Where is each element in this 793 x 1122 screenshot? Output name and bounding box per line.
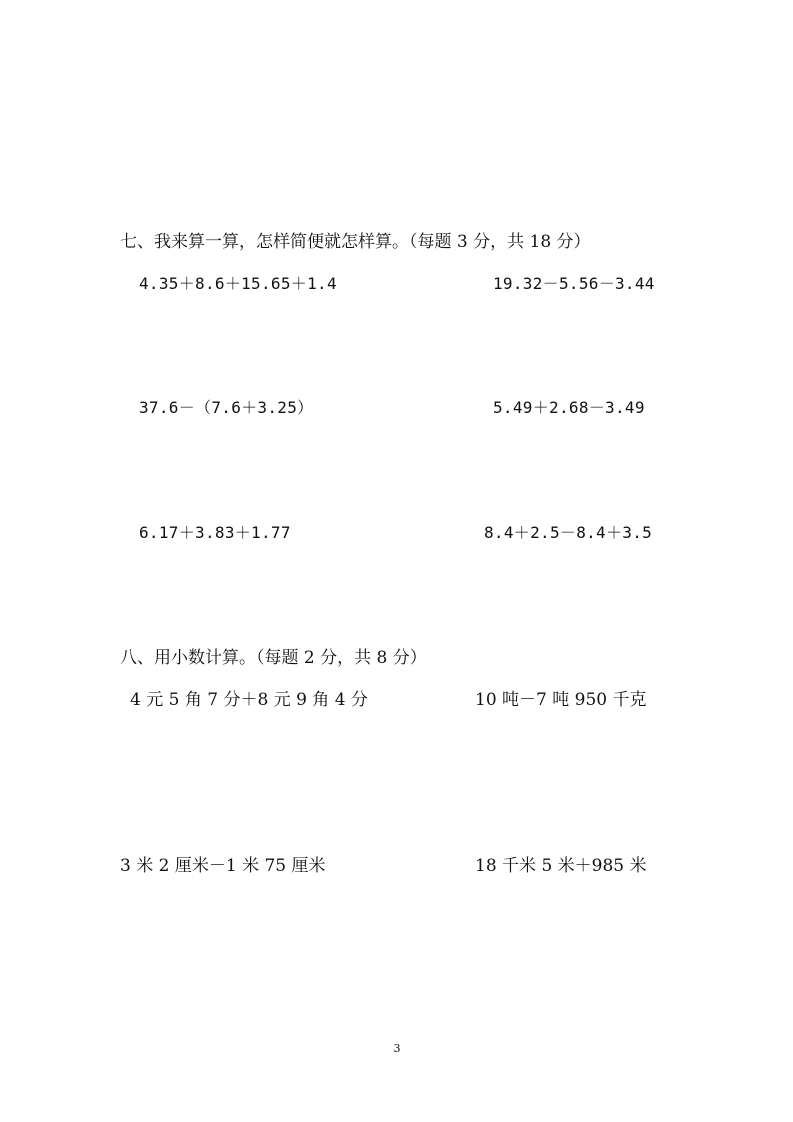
- page-number: 3: [393, 1042, 401, 1055]
- section7-problem-2: 19.32－5.56－3.44: [493, 274, 655, 293]
- section7-problem-4: 5.49＋2.68－3.49: [493, 398, 645, 417]
- section7-problem-3: 37.6－（7.6＋3.25）: [139, 398, 314, 417]
- section7-problem-5: 6.17＋3.83＋1.77: [139, 523, 291, 542]
- section8-problem-1: 4 元 5 角 7 分＋8 元 9 角 4 分: [130, 690, 368, 710]
- section8-problem-3: 3 米 2 厘米－1 米 75 厘米: [120, 856, 326, 876]
- section7-heading: 七、我来算一算，怎样简便就怎样算。（每题 3 分，共 18 分）: [120, 232, 591, 252]
- section8-problem-2: 10 吨－7 吨 950 千克: [475, 690, 647, 710]
- section7-problem-6: 8.4＋2.5－8.4＋3.5: [484, 523, 653, 542]
- section8-heading: 八、用小数计算。（每题 2 分，共 8 分）: [120, 648, 427, 668]
- section8-problem-4: 18 千米 5 米＋985 米: [475, 856, 647, 876]
- section7-problem-1: 4.35＋8.6＋15.65＋1.4: [139, 274, 337, 293]
